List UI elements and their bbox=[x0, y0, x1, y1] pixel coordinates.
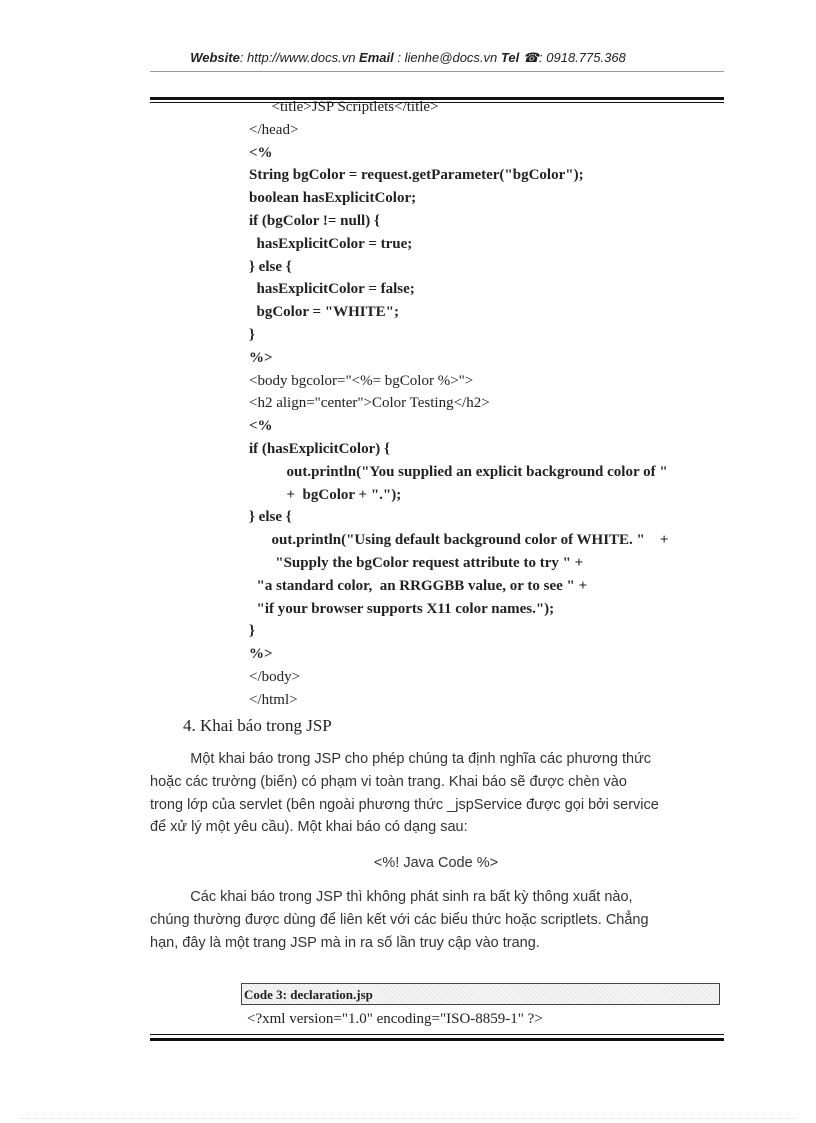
code-line: </head> bbox=[249, 121, 299, 138]
email-label: Email bbox=[359, 50, 394, 65]
code-line: } bbox=[249, 623, 255, 640]
bottom-rule-thick bbox=[150, 1038, 724, 1041]
code-line: <% bbox=[249, 144, 273, 161]
phone-icon: ☎ bbox=[522, 50, 540, 65]
page-bottom-dotted-line bbox=[20, 1118, 796, 1119]
code-line: "if your browser supports X11 color names."); bbox=[249, 600, 555, 617]
paragraph-line: trong lớp của servlet (bên ngoài phương thức _jspService được gọi bởi service bbox=[150, 796, 659, 813]
code-line: %> bbox=[249, 349, 273, 366]
section-heading: 4. Khai báo trong JSP bbox=[183, 716, 332, 735]
tel-label: Tel bbox=[500, 50, 520, 65]
header-divider bbox=[150, 71, 724, 72]
code-line: if (hasExplicitColor) { bbox=[249, 440, 390, 457]
code-line: <% bbox=[249, 418, 273, 435]
paragraph-line: chúng thường được dùng để liên kết với các biểu thức hoặc scriptlets. Chẳng bbox=[150, 911, 649, 928]
code-line: %> bbox=[249, 646, 273, 663]
paragraph-declaration-intro bbox=[150, 748, 722, 839]
code-line: "Supply the bgColor request attribute to try " + bbox=[249, 554, 584, 571]
code-line: out.println("Using default background color of WHITE. " + bbox=[249, 532, 669, 549]
tel-value: : 0918.775.368 bbox=[539, 50, 626, 65]
code-line: bgColor = "WHITE"; bbox=[249, 304, 399, 321]
paragraph-line: hoặc các trường (biến) có phạm vi toàn trang. Khai báo sẽ được chèn vào bbox=[150, 773, 627, 790]
code-line: <title>JSP Scriptlets</title> bbox=[249, 99, 439, 115]
paragraph-declaration-usage bbox=[150, 886, 722, 954]
code-line: <h2 align="center">Color Testing</h2> bbox=[249, 395, 490, 412]
code-line: } else { bbox=[249, 258, 292, 275]
code-line: </html> bbox=[249, 691, 298, 708]
paragraph-line: để xử lý một yêu cầu). Một khai báo có dạng sau: bbox=[150, 819, 468, 836]
website-label: Website bbox=[190, 50, 240, 65]
code-line: hasExplicitColor = false; bbox=[249, 281, 415, 298]
code-line: } bbox=[249, 326, 255, 343]
code-line: out.println("You supplied an explicit background color of " bbox=[249, 463, 668, 480]
code-line: </body> bbox=[249, 668, 301, 685]
page-header bbox=[0, 50, 816, 66]
code3-first-line: <?xml version="1.0" encoding="ISO-8859-1" ?> bbox=[247, 1011, 543, 1027]
code3-title: Code 3: declaration.jsp bbox=[241, 983, 720, 1005]
code-line: boolean hasExplicitColor; bbox=[249, 190, 417, 207]
code-line: + bgColor + "."); bbox=[249, 486, 402, 503]
paragraph-line: hạn, đây là một trang JSP mà in ra số lần truy cập vào trang. bbox=[150, 934, 540, 951]
code-line: hasExplicitColor = true; bbox=[249, 235, 413, 252]
bottom-rule-thin bbox=[150, 1034, 724, 1035]
paragraph-line: Các khai báo trong JSP thì không phát sinh ra bất kỳ thông xuất nào, bbox=[150, 889, 633, 905]
email-value: : lienhe@docs.vn bbox=[393, 50, 501, 65]
paragraph-line: Một khai báo trong JSP cho phép chúng ta định nghĩa các phương thức bbox=[150, 751, 652, 767]
code-line: "a standard color, an RRGGBB value, or to see " + bbox=[249, 577, 588, 594]
code-line: String bgColor = request.getParameter("bgColor"); bbox=[249, 167, 584, 184]
code-line: <body bgcolor="<%= bgColor %>"> bbox=[249, 372, 474, 389]
code-line: } else { bbox=[249, 509, 292, 526]
code-line: if (bgColor != null) { bbox=[249, 212, 380, 229]
code-listing bbox=[249, 96, 729, 712]
declaration-syntax: <%! Java Code %> bbox=[373, 855, 499, 871]
website-value: : http://www.docs.vn bbox=[239, 50, 360, 65]
